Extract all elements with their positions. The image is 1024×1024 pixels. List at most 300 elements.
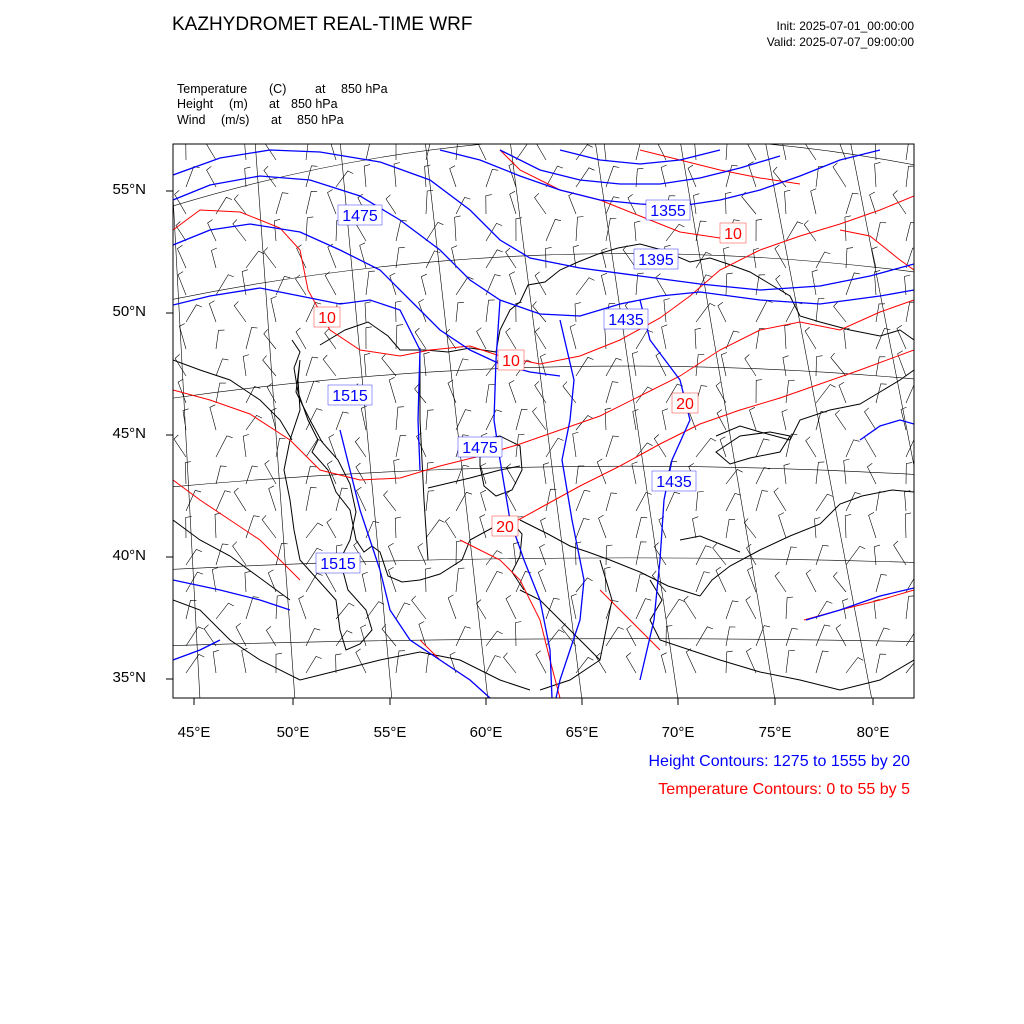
wind-barb [721, 353, 727, 377]
wind-barb [756, 380, 762, 404]
wind-barb [576, 466, 584, 484]
wind-barb [601, 273, 607, 295]
field-unit: (C) [269, 82, 287, 96]
wind-barb [536, 138, 546, 160]
wind-barb [486, 551, 502, 565]
wind-barb [666, 492, 680, 511]
wind-barb [775, 572, 786, 592]
valid-time: Valid: 2025-07-07_09:00:00 [766, 35, 914, 49]
wind-barb [245, 571, 251, 592]
wind-barb [786, 597, 793, 619]
svg-text:1515: 1515 [320, 556, 356, 573]
wind-barb [846, 546, 865, 565]
wind-barb [456, 492, 472, 511]
wind-barb [246, 597, 259, 619]
wind-barb [870, 192, 876, 214]
wind-barb [723, 247, 729, 268]
height-label [328, 385, 372, 405]
wind-barb [486, 571, 503, 592]
wind-barb [425, 165, 431, 187]
wind-barb [506, 595, 516, 619]
wind-barb [606, 601, 619, 619]
wind-barb [186, 490, 201, 511]
wind-barb [186, 572, 203, 592]
wind-barb [186, 305, 202, 322]
wind-barb [246, 466, 258, 484]
wind-barbs [174, 135, 924, 673]
wind-barb [696, 221, 706, 241]
temperature-legend: Temperature Contours: 0 to 55 by 5 [658, 781, 910, 798]
wind-barb [575, 303, 581, 322]
lat-label: 45°N [112, 425, 146, 442]
wind-barb [426, 410, 434, 430]
wind-barb [396, 140, 402, 160]
wind-barb [234, 488, 246, 511]
wind-barb [329, 136, 336, 160]
wind-barb [845, 514, 851, 538]
wind-barb [696, 492, 704, 512]
wind-barb [478, 140, 486, 160]
wind-barb [336, 171, 353, 187]
field-name: Wind [177, 113, 206, 127]
wind-barb [844, 459, 850, 484]
wind-barb [816, 356, 823, 376]
temperature-label [672, 393, 698, 413]
wind-barb [606, 358, 622, 376]
wind-barb [656, 274, 666, 295]
wind-barb [486, 631, 503, 646]
wind-barb [836, 625, 846, 647]
wind-barb [786, 628, 798, 646]
wind-barb [306, 523, 323, 538]
wind-barb [775, 245, 786, 268]
wind-barb [306, 467, 316, 485]
wind-barb [174, 435, 186, 457]
wind-barb [779, 513, 786, 538]
height-label [646, 200, 690, 220]
wind-barb [816, 494, 833, 511]
wind-barb [509, 163, 516, 187]
svg-text:1435: 1435 [656, 474, 692, 491]
wind-barb [509, 272, 516, 295]
wind-barb [636, 387, 653, 403]
map-title: KAZHYDROMET REAL-TIME WRF [172, 14, 473, 35]
wind-barb [635, 221, 641, 241]
wind-barb [382, 624, 396, 646]
svg-text:1395: 1395 [638, 252, 674, 269]
wind-barb [662, 409, 668, 430]
lon-label: 75°E [758, 724, 792, 741]
wind-barb [782, 410, 788, 431]
wind-barb [306, 381, 320, 403]
wind-barb [776, 275, 786, 295]
wind-barb [299, 596, 306, 619]
wind-barb [906, 657, 924, 673]
wind-barb [395, 517, 401, 538]
wind-barb [874, 545, 880, 565]
height-label [338, 205, 382, 225]
wind-barb [726, 139, 733, 160]
wind-barb [360, 243, 366, 268]
wind-barb [636, 599, 651, 619]
wind-barb [606, 382, 618, 403]
wind-barb [816, 462, 824, 484]
wind-barb [456, 277, 474, 295]
graticule-line [170, 140, 200, 700]
wind-barb [456, 302, 464, 322]
wind-barb [906, 596, 915, 619]
wind-barb [845, 216, 851, 241]
wind-barb [874, 599, 880, 619]
wind-barb [664, 299, 670, 323]
wind-barb [536, 651, 546, 673]
wind-barb [382, 354, 396, 376]
field-name: Height [177, 97, 214, 111]
wind-barb [816, 385, 836, 404]
wind-barb [569, 193, 576, 215]
wind-barb [426, 491, 434, 511]
wind-barb [576, 217, 584, 242]
wind-barb [455, 216, 461, 241]
wind-barb [726, 519, 735, 538]
wind-barb [876, 575, 887, 593]
field-at: at [269, 97, 280, 111]
wind-barb [717, 410, 726, 430]
graticule [160, 137, 960, 700]
wind-barb [846, 193, 859, 214]
wind-barb [876, 329, 890, 350]
wind-barb [773, 167, 786, 187]
wind-barb [606, 218, 616, 241]
wind-barb [516, 218, 522, 241]
wind-barb [816, 651, 829, 673]
wind-barb [816, 545, 829, 565]
wind-barb [175, 190, 186, 214]
wind-barb [267, 384, 276, 404]
wind-barb [388, 543, 396, 565]
wind-barb [178, 379, 186, 403]
wind-barb [210, 405, 216, 430]
wind-barb [477, 328, 486, 349]
wind-barb [448, 380, 456, 403]
graticule-line [255, 140, 295, 700]
wind-barb [846, 493, 861, 512]
wind-barb [486, 250, 503, 268]
temperature-label [314, 307, 340, 327]
wind-barb [576, 519, 590, 539]
wind-barb [336, 412, 349, 430]
wind-barb [456, 568, 464, 592]
wind-barb [746, 136, 757, 160]
svg-text:10: 10 [318, 310, 336, 327]
wind-barb [573, 245, 579, 268]
wind-barb [833, 163, 846, 187]
wind-barb [306, 357, 318, 376]
field-at: at [315, 82, 326, 96]
wind-barb [215, 513, 221, 538]
field-level: 850 hPa [341, 82, 388, 96]
wind-barb [573, 432, 579, 457]
wind-barb [306, 629, 320, 647]
wind-barb [576, 490, 590, 511]
wind-barb [875, 139, 881, 160]
lon-label: 65°E [565, 724, 599, 741]
wind-barb [366, 142, 376, 160]
wind-barb [445, 517, 456, 538]
wind-barb [696, 438, 716, 457]
wind-barb [606, 493, 617, 511]
wind-barb [516, 409, 528, 430]
wind-barb [816, 298, 824, 322]
wind-barb [356, 649, 366, 673]
wind-barb [486, 384, 495, 403]
field-at: at [271, 113, 282, 127]
wind-barb [785, 190, 791, 214]
wind-barb [876, 223, 886, 242]
wind-barb [535, 193, 547, 214]
wind-barb [636, 542, 647, 565]
wind-barb [784, 464, 790, 484]
wind-barb [905, 491, 911, 511]
wind-barb [276, 193, 288, 214]
wind-barb [906, 463, 912, 484]
wind-barb [486, 195, 492, 214]
wind-barb [325, 272, 336, 295]
axis-ticks [166, 191, 873, 705]
wind-barb [666, 599, 685, 619]
wind-barb [844, 328, 850, 349]
svg-text:10: 10 [502, 353, 520, 370]
wind-barb [833, 572, 846, 592]
wind-barb [216, 491, 231, 511]
wind-barb [426, 251, 440, 268]
wind-barb [606, 436, 619, 457]
wind-barb [506, 328, 516, 349]
wind-barb [750, 407, 757, 430]
wind-barb [421, 274, 427, 295]
wind-barb [216, 383, 226, 403]
wind-barb [876, 357, 885, 376]
wind-barb [336, 603, 354, 619]
wind-barb [306, 139, 315, 160]
wind-barb [396, 436, 406, 458]
wind-barb [415, 328, 426, 349]
wind-barb [805, 327, 816, 349]
wind-barb [425, 568, 431, 592]
lat-label: 55°N [112, 181, 146, 198]
wind-barb [695, 139, 701, 160]
svg-text:1355: 1355 [650, 203, 686, 220]
wind-barb [274, 219, 280, 241]
wind-barb [386, 195, 396, 214]
wind-barb [695, 328, 701, 349]
svg-text:10: 10 [724, 226, 742, 243]
wind-barb [906, 223, 917, 241]
wind-barb [389, 377, 396, 403]
wind-barb [263, 137, 276, 161]
lon-label: 70°E [661, 724, 695, 741]
wind-barb [509, 380, 516, 403]
wind-barb [323, 355, 336, 376]
wind-barb [216, 275, 234, 295]
wind-barb [396, 407, 404, 430]
wind-barb [364, 353, 370, 376]
wind-barb [812, 270, 818, 295]
height-legend: Height Contours: 1275 to 1555 by 20 [648, 753, 910, 770]
wind-barb [183, 409, 189, 430]
wind-barb [533, 407, 547, 430]
graticule-line [510, 140, 582, 700]
wind-barb [576, 168, 595, 187]
wind-barb [546, 247, 552, 268]
field-level: 850 hPa [297, 113, 344, 127]
wind-barb [546, 219, 561, 241]
graticule-line [425, 140, 488, 700]
wind-barb [576, 416, 593, 431]
wind-barb [688, 165, 696, 187]
wind-barb [804, 220, 816, 241]
wind-barb [782, 138, 788, 160]
wind-barb [662, 325, 668, 349]
wind-barb [327, 519, 336, 539]
wind-barb [905, 513, 911, 538]
wind-barb [876, 628, 890, 646]
wind-barb [606, 627, 624, 646]
wind-barb [726, 601, 738, 619]
wind-barb [426, 462, 434, 484]
wind-barb [756, 491, 768, 511]
wind-barb [906, 166, 915, 187]
wind-barb [726, 273, 733, 295]
wind-barb [412, 596, 426, 619]
wind-barb [243, 434, 249, 457]
wind-barb [786, 650, 795, 673]
wind-barb [364, 165, 370, 187]
wind-barb [786, 547, 797, 565]
wind-barb [175, 354, 186, 376]
wind-barb [876, 654, 886, 673]
wind-barb [355, 437, 366, 457]
graticule-line [595, 140, 678, 700]
wind-barb [216, 466, 227, 484]
lat-label: 35°N [112, 669, 146, 686]
wind-barb [186, 138, 192, 161]
wind-barb [632, 352, 638, 376]
wind-barb [696, 572, 710, 592]
wind-barb [774, 488, 786, 511]
wind-barb [696, 627, 713, 646]
wind-barb [570, 324, 576, 349]
wind-barb [756, 626, 770, 646]
wind-barb [366, 327, 372, 349]
wind-barb [216, 436, 233, 457]
wind-barb [448, 595, 456, 619]
wind-barb [206, 139, 216, 160]
wind-barb [540, 544, 547, 565]
wind-barb [262, 515, 276, 538]
wind-barb [785, 325, 791, 350]
wind-barb [834, 302, 846, 322]
height-label [316, 553, 360, 573]
wind-barb [456, 627, 471, 646]
wind-barb [713, 544, 726, 566]
wind-barb [216, 603, 234, 619]
temperature-label [492, 516, 518, 536]
wind-barb [599, 515, 607, 538]
wind-barb [306, 488, 317, 511]
wind-barb [450, 166, 456, 187]
wind-barb [506, 248, 516, 268]
wind-barb [396, 603, 410, 619]
lon-label: 45°E [177, 724, 211, 741]
wind-barb [540, 354, 546, 376]
wind-barb [233, 542, 246, 565]
wind-barb [456, 139, 464, 160]
svg-text:1475: 1475 [462, 440, 498, 457]
field-name: Temperature [177, 82, 248, 96]
wind-barb [264, 247, 276, 268]
lat-label: 40°N [112, 547, 146, 564]
wind-barb [725, 192, 731, 214]
wind-barb [177, 245, 186, 268]
wind-barb [811, 189, 817, 214]
wind-barb [486, 300, 495, 322]
wind-barb [178, 272, 186, 295]
wind-barb [538, 569, 546, 592]
graticule-line [160, 366, 930, 400]
wind-barb [756, 301, 773, 322]
wind-barb [838, 135, 846, 160]
wind-barb [186, 627, 204, 646]
graticule-line [160, 558, 930, 570]
wind-barb [213, 650, 219, 673]
wind-barb [894, 541, 906, 565]
wind-barb [632, 462, 638, 484]
svg-text:20: 20 [496, 519, 514, 536]
wind-barb [906, 385, 920, 403]
wind-barb [236, 623, 246, 646]
wind-barb [756, 468, 770, 485]
wind-barb [571, 594, 577, 619]
wind-barb [366, 602, 384, 619]
wind-barb [684, 596, 696, 619]
wind-barb [864, 433, 876, 457]
wind-barb [716, 382, 726, 403]
wind-barb [846, 440, 860, 457]
wind-barb [306, 166, 317, 187]
wind-barb [806, 437, 816, 457]
wind-barb [726, 469, 743, 484]
wind-barb [242, 648, 248, 673]
wind-barb [846, 273, 860, 295]
wind-barb [897, 325, 906, 349]
lat-label: 50°N [112, 303, 146, 320]
wind-barb [296, 328, 306, 349]
wind-barb [541, 518, 547, 538]
wind-barb [390, 273, 396, 295]
wind-barb [234, 301, 246, 322]
wind-barb [486, 223, 502, 241]
wind-barb [216, 359, 228, 376]
temperature-label [720, 223, 746, 243]
wind-barb [211, 248, 216, 268]
init-time: Init: 2025-07-01_00:00:00 [776, 19, 914, 33]
wind-barb [786, 380, 795, 403]
lon-label: 80°E [856, 724, 890, 741]
wind-barb [365, 302, 371, 322]
wind-barb [216, 330, 225, 349]
wind-barb [486, 656, 501, 673]
